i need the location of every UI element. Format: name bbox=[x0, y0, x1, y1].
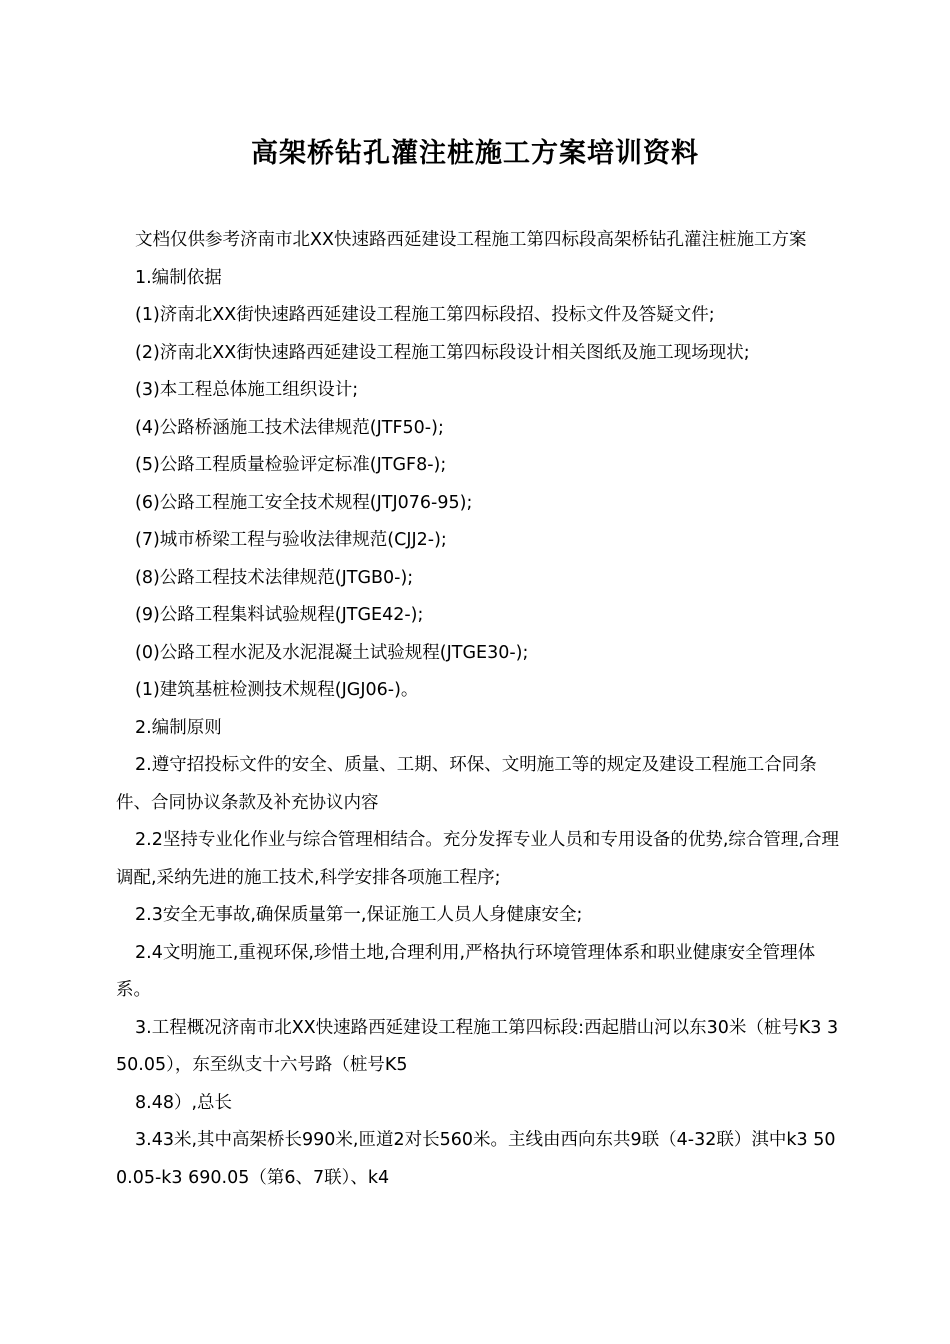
section-heading-basis: 1.编制依据 bbox=[135, 267, 222, 288]
overview-continued: 3.43米,其中高架桥长990米,匝道2对长560米。主线由西向东共9联（4-32联）淇中k3 500.05-k3 690.05（第6、7联）、k4 bbox=[116, 1130, 836, 1188]
basis-item: (8)公路工程技术法律规范(JTGB0-); bbox=[135, 567, 414, 588]
basis-item: (4)公路桥涵施工技术法律规范(JTF50-); bbox=[135, 417, 444, 438]
section-heading-principles: 2.编制原则 bbox=[135, 717, 222, 738]
section-overview: 3.工程概况济南市北XX快速路西延建设工程施工第四标段:西起腊山河以东30米（桩号K3 350.05），东至纵支十六号路（桩号K5 bbox=[116, 1017, 839, 1075]
principle-item: 2.遵守招投标文件的安全、质量、工期、环保、文明施工等的规定及建设工程施工合同条件、合同协议条款及补充协议内容 bbox=[116, 755, 817, 813]
basis-item: (7)城市桥梁工程与验收法律规范(CJJ2-); bbox=[135, 530, 447, 550]
principle-item: 2.2坚持专业化作业与综合管理相结合。充分发挥专业人员和专用设备的优势,综合管理,合理调配,采纳先进的施工技术,科学安排各项施工程序; bbox=[116, 830, 839, 888]
principle-item: 2.4文明施工,重视环保,珍惜土地,合理利用,严格执行环境管理体系和职业健康安全管理体系。 bbox=[116, 942, 816, 1000]
basis-item: (0)公路工程水泥及水泥混凝土试验规程(JTGE30-); bbox=[135, 642, 529, 663]
basis-item: (1)建筑基桩检测技术规程(JGJ06-)。 bbox=[135, 680, 419, 700]
overview-continued: 8.48）,总长 bbox=[135, 1092, 233, 1113]
basis-item: (3)本工程总体施工组织设计; bbox=[135, 380, 359, 400]
basis-item: (5)公路工程质量检验评定标准(JTGF8-); bbox=[135, 455, 447, 475]
basis-item: (9)公路工程集料试验规程(JTGE42-); bbox=[135, 605, 424, 625]
intro-paragraph: 文档仅供参考济南市北XX快速路西延建设工程施工第四标段高架桥钻孔灌注桩施工方案 bbox=[135, 230, 807, 250]
document-body bbox=[116, 222, 840, 1197]
basis-item: (1)济南北XX街快速路西延建设工程施工第四标段招、投标文件及答疑文件; bbox=[135, 305, 715, 325]
basis-item: (6)公路工程施工安全技术规程(JTJ076-95); bbox=[135, 492, 473, 513]
principle-item: 2.3安全无事故,确保质量第一,保证施工人员人身健康安全; bbox=[135, 905, 583, 925]
basis-item: (2)济南北XX街快速路西延建设工程施工第四标段设计相关图纸及施工现场现状; bbox=[135, 342, 750, 363]
document-title: 高架桥钻孔灌注桩施工方案培训资料 bbox=[251, 138, 699, 169]
